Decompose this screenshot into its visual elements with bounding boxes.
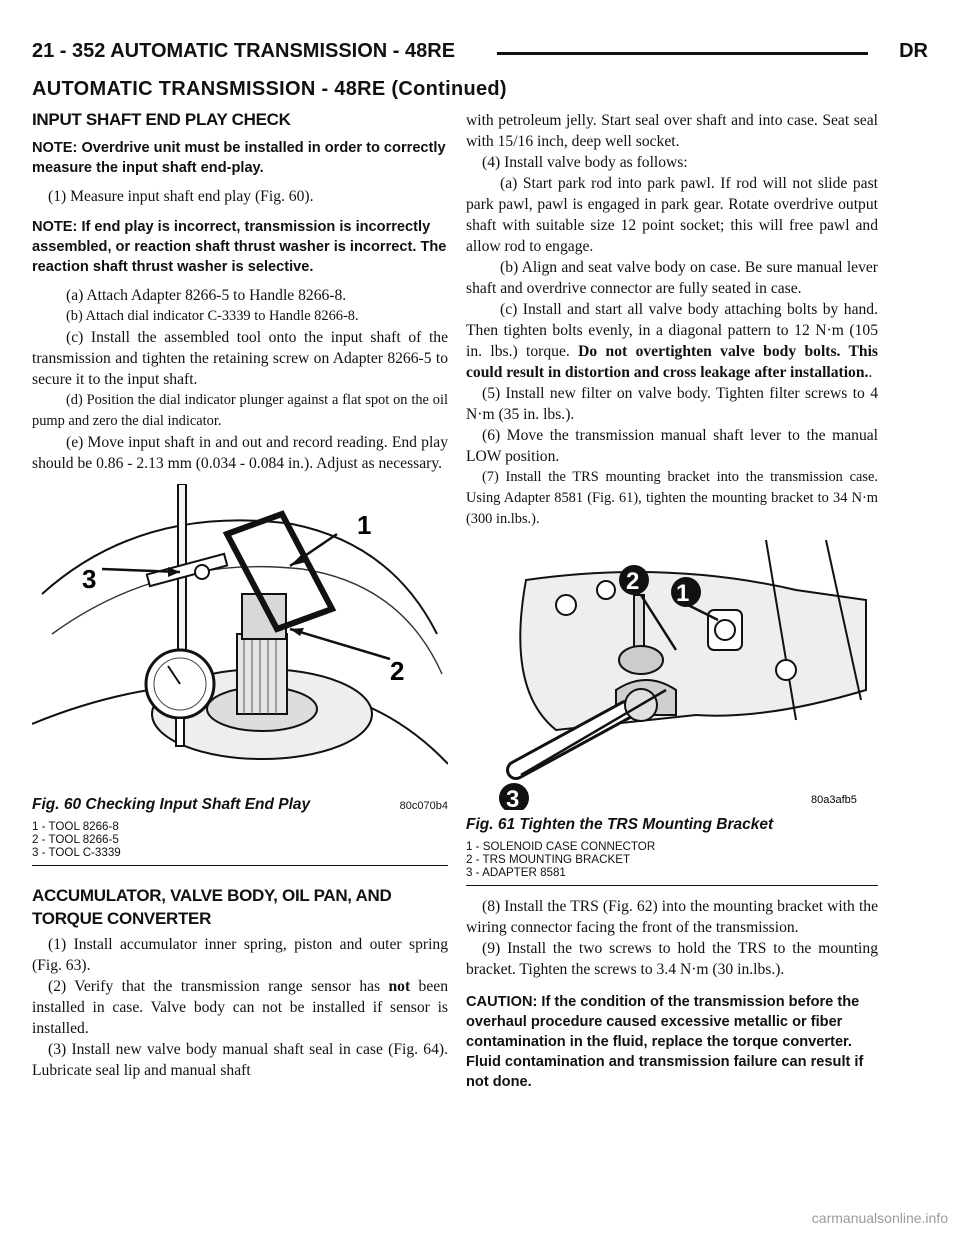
step-acc-2: (2) Verify that the transmission range sensor has not been installed in case. Valve body can not be installed if sensor is installed.	[32, 978, 448, 1037]
step-5: (5) Install new filter on valve body. Tighten filter screws to 4 N·m (35 in. lbs.).	[466, 385, 878, 423]
figure-60-rule	[32, 865, 448, 866]
step-8: (8) Install the TRS (Fig. 62) into the mounting bracket with the wiring connector facing the front of the transmission.	[466, 898, 878, 936]
heading-input-shaft: INPUT SHAFT END PLAY CHECK	[32, 110, 291, 129]
right-column	[466, 110, 878, 1092]
step-acc-1: (1) Install accumulator inner spring, piston and outer spring (Fig. 63).	[32, 936, 448, 974]
callout-3: 3	[82, 564, 97, 594]
step-e: (e) Move input shaft in and out and record reading. End play should be 0.86 - 2.13 mm (0.034 - 0.084 in.). Adjust as necessary.	[32, 434, 448, 472]
step-6: (6) Move the transmission manual shaft lever to the manual LOW position.	[466, 427, 878, 465]
step-b: (b) Attach dial indicator C-3339 to Handle 8266-8.	[66, 308, 359, 324]
figure-60	[32, 484, 448, 866]
callout-1: 1	[357, 510, 372, 540]
figure-60-legend	[32, 820, 448, 859]
figure-60-caption	[32, 796, 448, 814]
legend-item: 2 - TRS MOUNTING BRACKET	[466, 853, 631, 866]
step-4b: (b) Align and seat valve body on case. Be sure manual lever shaft and overdrive connector are fully seated in case.	[466, 259, 878, 297]
step-acc-3: (3) Install new valve body manual shaft seal in case (Fig. 64). Lubricate seal lip and manual shaft	[32, 1041, 448, 1079]
callout-3: 3	[506, 786, 520, 810]
caution-note: CAUTION: If the condition of the transmission before the overhaul procedure caused excessive metallic or fiber contamination in the fluid, replace the torque converter. Fluid contamination and transmission failure can result if not done.	[466, 994, 864, 1090]
watermark: carmanualsonline.info	[811, 1210, 948, 1226]
figure-61-rule	[466, 885, 878, 886]
callout-2: 2	[626, 568, 640, 595]
figure-61-legend	[466, 840, 878, 879]
figure-61-code: 80a3afb5	[811, 794, 857, 806]
header-rule	[497, 52, 868, 55]
figure-61-illustration	[466, 540, 878, 810]
step-a: (a) Attach Adapter 8266-5 to Handle 8266-8.	[66, 287, 347, 304]
legend-item: 2 - TOOL 8266-5	[32, 833, 119, 846]
step-9: (9) Install the two screws to hold the TRS to the mounting bracket. Tighten the screws to 3.4 N·m (30 in.lbs.).	[466, 940, 878, 978]
figure-60-illustration	[32, 484, 448, 794]
callout-2: 2	[390, 656, 405, 686]
page-number-title: 21 - 352 AUTOMATIC TRANSMISSION - 48RE	[32, 40, 456, 62]
legend-item: 1 - TOOL 8266-8	[32, 820, 119, 833]
step-4c: (c) Install and start all valve body attaching bolts by hand. Then tighten bolts evenly, in a diagonal pattern to 12 N·m (105 in. lbs.) torque. Do not overtighten valve body bolts. This could result in distortion and cross leakage after installation..	[466, 301, 878, 381]
continued-text: with petroleum jelly. Start seal over shaft and into case. Seat seal with 15/16 inch, deep well socket.	[466, 112, 878, 150]
step-1: (1) Measure input shaft end play (Fig. 60).	[48, 188, 314, 205]
step-c: (c) Install the assembled tool onto the input shaft of the transmission and tighten the retaining screw on Adapter 8266-5 to secure it to the input shaft.	[32, 329, 448, 388]
page-header	[32, 40, 928, 74]
section-continued-title: AUTOMATIC TRANSMISSION - 48RE (Continued)	[32, 78, 507, 100]
figure-60-title: Fig. 60 Checking Input Shaft End Play	[32, 796, 311, 813]
step-d: (d) Position the dial indicator plunger against a flat spot on the oil pump and zero the dial indicator.	[32, 392, 448, 429]
note-overdrive: NOTE: Overdrive unit must be installed in order to correctly measure the input shaft end-play.	[32, 140, 446, 176]
legend-item: 3 - ADAPTER 8581	[466, 866, 566, 879]
figure-61-caption: Fig. 61 Tighten the TRS Mounting Bracket	[466, 816, 774, 833]
legend-item: 1 - SOLENOID CASE CONNECTOR	[466, 840, 656, 853]
section-code: DR	[899, 40, 928, 62]
figure-61	[466, 540, 878, 886]
heading-accumulator: ACCUMULATOR, VALVE BODY, OIL PAN, AND TORQUE CONVERTER	[32, 886, 392, 928]
note-end-play: NOTE: If end play is incorrect, transmission is incorrectly assembled, or reaction shaft thrust washer is incorrect. The reaction shaft thrust washer is selective.	[32, 219, 447, 275]
left-column	[32, 110, 448, 1081]
callout-1: 1	[676, 580, 690, 607]
legend-item: 3 - TOOL C-3339	[32, 846, 121, 859]
step-7: (7) Install the TRS mounting bracket into the transmission case. Using Adapter 8581 (Fig. 61), tighten the mounting bracket to 34 N·m (300 in.lbs.).	[466, 469, 878, 527]
step-4a: (a) Start park rod into park pawl. If rod will not slide past park pawl, pawl is engaged in park gear. Rotate overdrive output shaft with suitable size 12 point socket; this will free pawl and allow rod to engage.	[466, 175, 878, 255]
step-4: (4) Install valve body as follows:	[482, 154, 688, 171]
figure-60-code: 80c070b4	[399, 800, 448, 812]
